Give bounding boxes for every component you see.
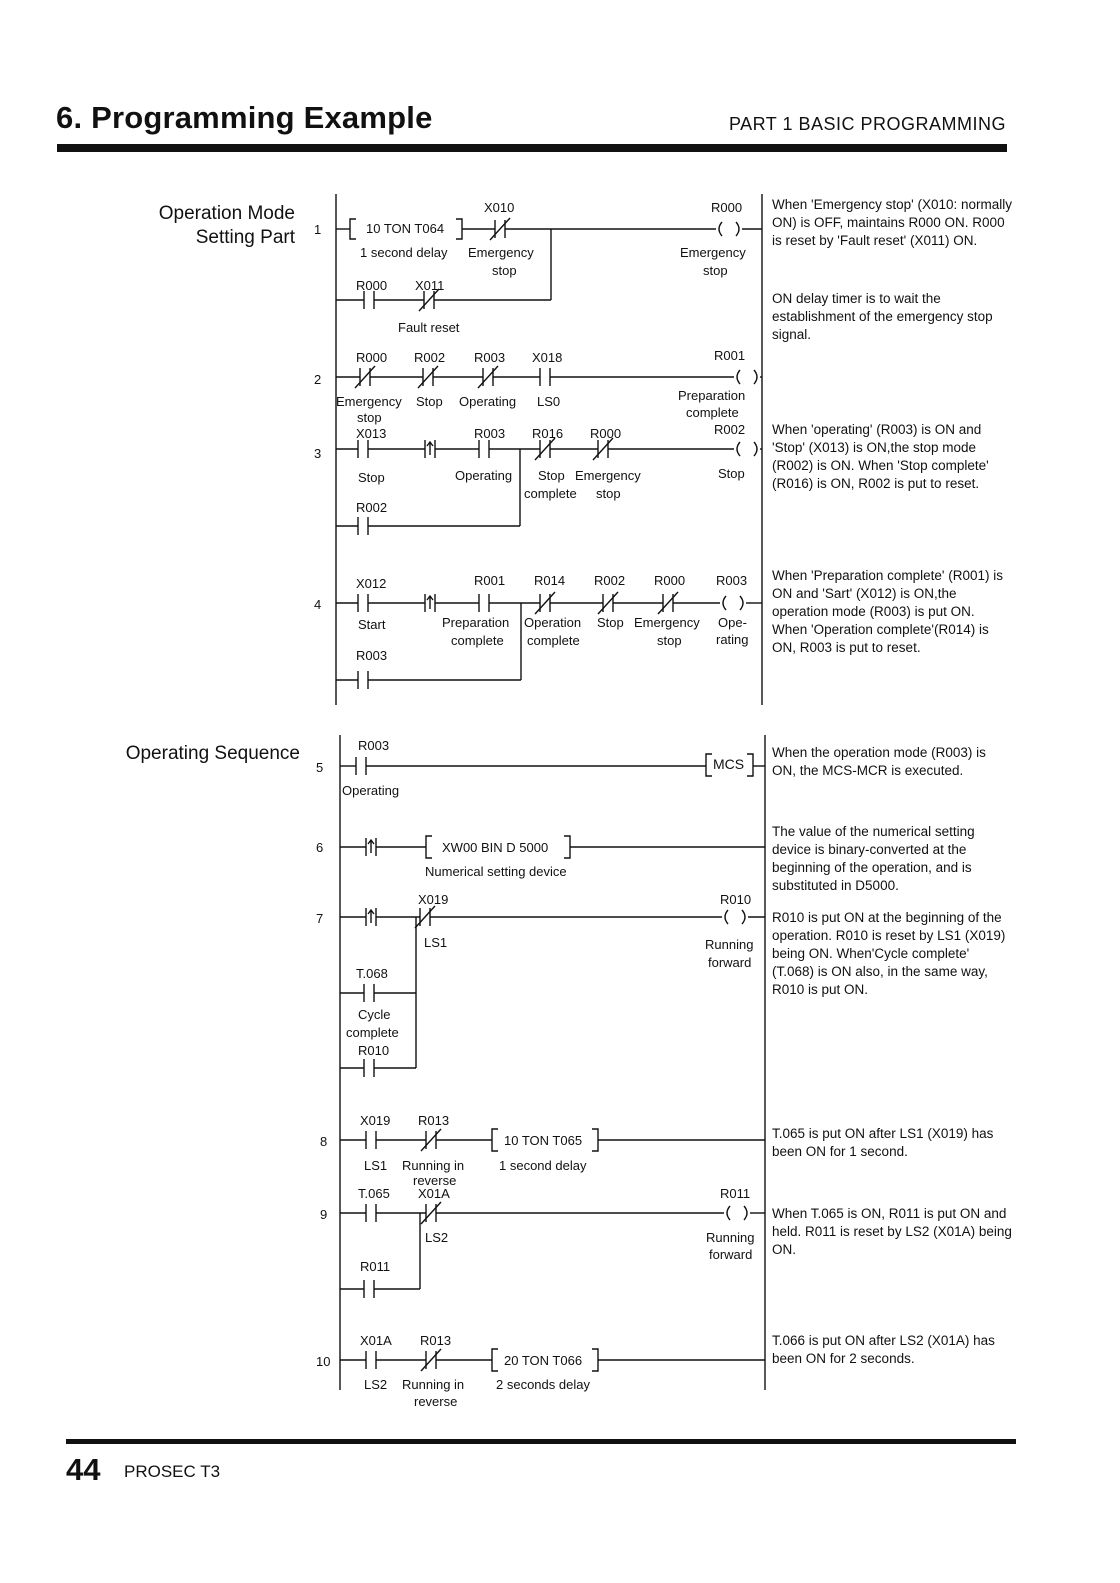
contact-note: Running in [402,1377,465,1392]
contact-note: LS0 [537,394,561,409]
contact-note: complete [524,486,577,501]
coil-label: R010 [720,892,752,907]
contact-label: X013 [356,426,387,441]
contact-note: stop [596,486,621,501]
coil-note: complete [686,405,739,420]
contact-note: LS2 [425,1230,449,1245]
contact-note: Preparation [442,615,510,630]
rung-number: 9 [320,1207,328,1222]
contact-note: Emergency [336,394,402,409]
coil-note: Preparation [678,388,746,403]
function-instruction: XW00 BIN D 5000 [442,840,549,855]
contact-label: R000 [654,573,686,588]
contact-note: reverse [414,1394,458,1409]
rung-description: When 'Emergency stop' (X010: normally ON) is OFF, maintains R000 ON. R000 is reset by 'Fault reset' (X011) ON. [772,197,1013,248]
coil-note: Running [705,937,754,952]
rung-description: T.065 is put ON after LS1 (X019) has been ON for 1 second. [772,1126,994,1159]
contact-note: Stop [416,394,443,409]
rung-description: When 'operating' (R003) is ON and 'Stop' (X013) is ON,the stop mode (R002) is ON. When 'Stop complete' (R016) is ON, R002 is put to reset. [772,422,989,491]
rung-number: 1 [314,222,322,237]
contact-note: Cycle [358,1007,391,1022]
contact-note: Stop [538,468,565,483]
contact-label: R010 [358,1043,390,1058]
contact-note: stop [657,633,682,648]
footer-rule [66,1439,1016,1444]
contact-label: X019 [418,892,449,907]
section-mode-line1: Operation Mode [158,203,295,224]
rung-description: When the operation mode (R003) is ON, the MCS-MCR is executed. [772,745,986,778]
contact-note: Start [358,617,386,632]
contact-note: Emergency [468,245,534,260]
rung-description: When 'Preparation complete' (R001) is ON and 'Sart' (X012) is ON,the operation mode (R003) is put ON. When 'Operation complete'(R014) is ON, R003 is put to reset. [772,568,1004,655]
contact-label: R003 [358,738,390,753]
coil-note: stop [703,263,728,278]
rung-number: 6 [316,840,324,855]
contact-label: X012 [356,576,387,591]
rung-description: The value of the numerical setting device is binary-converted at the beginning of the operation, and is substituted in D5000. [772,824,975,893]
contact-label: R003 [474,426,506,441]
contact-label: R001 [474,573,506,588]
contact-label: X010 [484,200,515,215]
contact-label: X019 [360,1113,391,1128]
function-note: Numerical setting device [425,864,567,879]
coil-note: Emergency [680,245,746,260]
contact-label: R000 [590,426,622,441]
contact-note: Emergency [575,468,641,483]
timer-instruction: 10 TON T064 [366,221,445,236]
part-label: PART 1 BASIC PROGRAMMING [728,114,1006,134]
page-number: 44 [66,1452,101,1487]
contact-note: Operating [455,468,513,483]
contact-label: R013 [418,1113,450,1128]
coil-note: forward [709,1247,753,1262]
contact-note: Running in [402,1158,465,1173]
mcs-instruction: MCS [713,756,745,772]
contact-label: R000 [356,350,388,365]
contact-note: Operating [459,394,517,409]
contact-label: R000 [356,278,388,293]
contact-note: Operating [342,783,400,798]
coil-label: R002 [714,422,746,437]
contact-note: complete [451,633,504,648]
contact-label: R002 [594,573,626,588]
coil-note: Stop [718,466,745,481]
rung-number: 3 [314,446,322,461]
contact-label: R002 [356,500,388,515]
contact-note: complete [346,1025,399,1040]
contact-note: Stop [358,470,385,485]
rung-number: 10 [316,1354,331,1369]
section-operating-sequence: Operating Sequence [125,743,300,764]
coil-note: Ope- [718,615,747,630]
contact-label: R011 [360,1259,391,1274]
page-title: 6. Programming Example [56,100,433,135]
contact-note: Operation [524,615,582,630]
contact-note: LS1 [364,1158,388,1173]
contact-label: R002 [414,350,446,365]
rung-number: 4 [314,597,322,612]
coil-label: R000 [711,200,743,215]
timer-instruction: 10 TON T065 [504,1133,583,1148]
rung-number: 7 [316,911,324,926]
contact-label: R003 [356,648,388,663]
coil-label: R011 [720,1186,751,1201]
contact-label: X018 [532,350,563,365]
contact-note: reverse [413,1173,457,1188]
contact-note: stop [357,410,382,425]
contact-label: R014 [534,573,566,588]
timer-note: 1 second delay [499,1158,587,1173]
contact-label: R016 [532,426,564,441]
timer-note: 1 second delay [360,245,448,260]
rung-description: ON delay timer is to wait the establishment of the emergency stop signal. [772,291,993,342]
contact-label: T.068 [356,966,388,981]
section-mode-line2: Setting Part [195,227,295,248]
contact-label: T.065 [358,1186,390,1201]
rung-number: 8 [320,1134,328,1149]
contact-note: stop [492,263,517,278]
rung-description: R010 is put ON at the beginning of the operation. R010 is reset by LS1 (X019) being ON. When'Cycle complete' (T.068) is ON also, in the same way, R010 is put ON. [772,910,1006,997]
contact-label: X01A [360,1333,392,1348]
product-name: PROSEC T3 [124,1462,221,1481]
contact-note: complete [527,633,580,648]
coil-label: R001 [714,348,746,363]
rung-number: 2 [314,372,322,387]
coil-label: R003 [716,573,748,588]
contact-note: LS2 [364,1377,388,1392]
coil-note: forward [708,955,752,970]
contact-label: X01A [418,1186,450,1201]
contact-note: LS1 [424,935,448,950]
contact-note: Fault reset [398,320,460,335]
rung-description: When T.065 is ON, R011 is put ON and held. R011 is reset by LS2 (X01A) being ON. [772,1206,1012,1257]
contact-label: R013 [420,1333,452,1348]
coil-note: Running [706,1230,755,1245]
contact-note: Emergency [634,615,700,630]
contact-label: X011 [415,278,445,293]
timer-instruction: 20 TON T066 [504,1353,583,1368]
contact-label: R003 [474,350,506,365]
timer-note: 2 seconds delay [496,1377,590,1392]
rung-number: 5 [316,760,324,775]
coil-note: rating [716,632,749,647]
contact-note: Stop [597,615,624,630]
rung-description: T.066 is put ON after LS2 (X01A) has been ON for 2 seconds. [772,1333,995,1366]
